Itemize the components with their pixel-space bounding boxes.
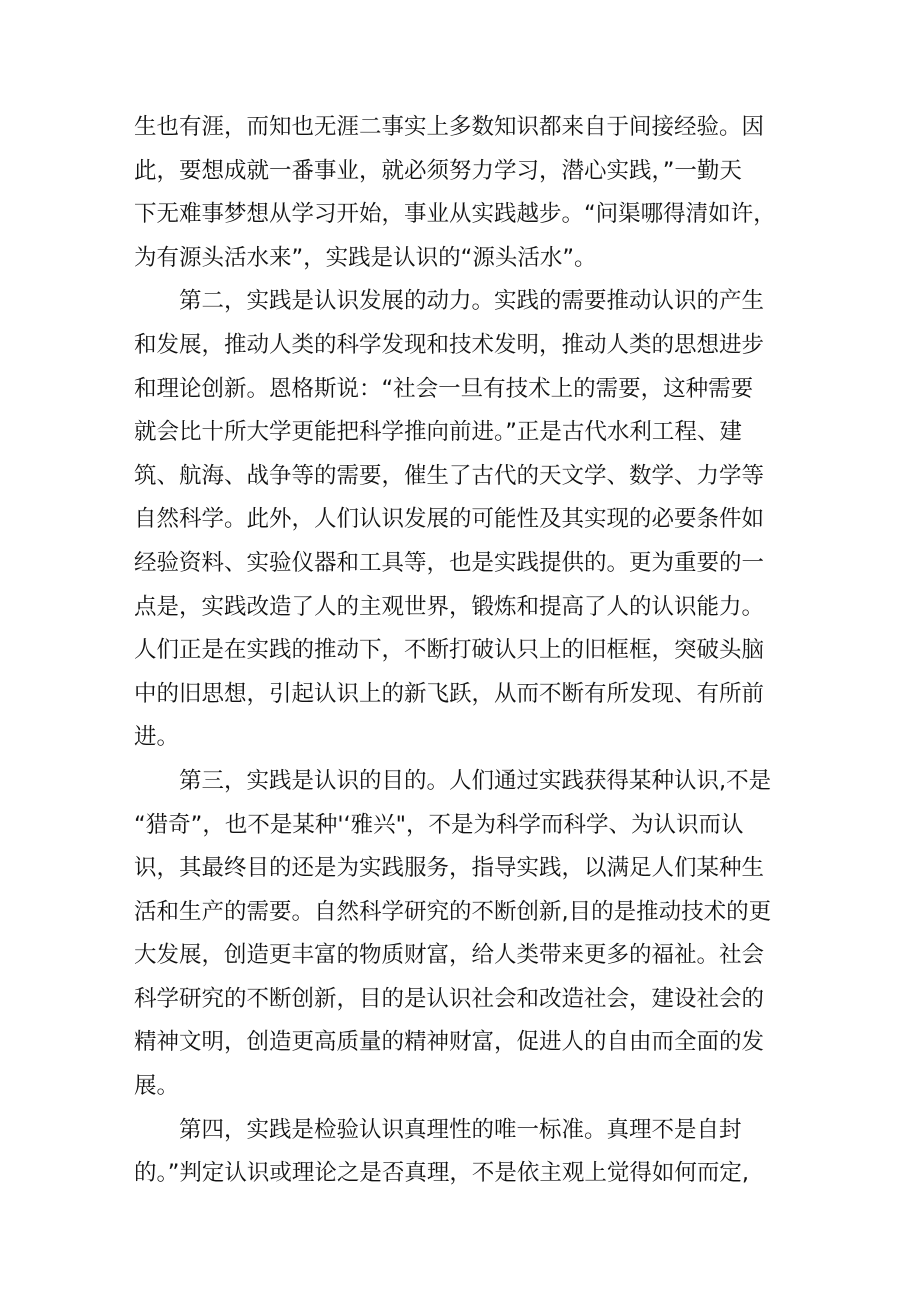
text-line: “猎奇”，也不是某种'‘雅兴"，不是为科学而科学、为认识而认	[134, 811, 744, 838]
text-line: 自然科学。此外，人们认识发展的可能性及其实现的必要条件如	[134, 506, 765, 533]
text-line: 的。”判定认识或理论之是否真理，不是依主观上觉得如何而定,	[134, 1160, 750, 1187]
text-line: 第四，实践是检验认识真理性的唯一标准。真理不是自封	[134, 1116, 742, 1143]
text-line: 下无难事梦想从学习开始，事业从实践越步。“问渠哪得清如许，	[134, 201, 776, 228]
text-line: 经验资料、实验仪器和工具等，也是实践提供的。更为重要的一	[134, 549, 765, 576]
text-line: 点是，实践改造了人的主观世界，锻炼和提高了人的认识能力。	[134, 593, 765, 620]
text-line: 和发展，推动人类的科学发现和技术发明，推动人类的思想进步	[134, 331, 765, 358]
paragraph-second-point	[134, 280, 794, 760]
text-line: 科学研究的不断创新，目的是认识社会和改造社会，建设社会的	[134, 985, 765, 1012]
text-line: 精神文明，创造更高质量的精神财富，促进人的自由而全面的发	[134, 1029, 765, 1056]
text-line: 生也有涯，而知也无涯二事实上多数知识都来自于间接经验。因	[134, 114, 765, 140]
text-line: 人们正是在实践的推动下，不断打破认只上的旧框框，突破头脑	[134, 637, 765, 664]
text-line: 第二，实践是认识发展的动力。实践的需要推动认识的产生	[134, 288, 765, 315]
text-line: 中的旧思想，引起认识上的新飞跃，从而不断有所发现、有所前	[134, 680, 765, 707]
paragraph-third-point	[134, 760, 794, 1109]
text-line: 为有源头活水来”，实践是认识的“源头活水”。	[134, 244, 597, 271]
text-line: 第三，实践是认识的目的。人们通过实践获得某种认识,不是	[134, 767, 772, 794]
text-line: 就会比十所大学更能把科学推向前进。”正是古代水利工程、建	[134, 419, 742, 446]
text-line: 筑、航海、战争等的需要，催生了古代的天文学、数学、力学等	[134, 462, 765, 489]
text-line: 进。	[134, 724, 180, 751]
text-line: 和理论创新。恩格斯说：“社会一旦有技术上的需要，这种需要	[134, 375, 754, 402]
body-text	[134, 106, 794, 1196]
text-line: 大发展，创造更丰富的物质财富，给人类带来更多的福祉。社会	[134, 942, 765, 969]
paragraph-fourth-point	[134, 1109, 794, 1196]
text-line: 此，要想成就一番事业，就必须努力学习，潜心实践，”一勤天	[134, 157, 742, 184]
text-line: 识，其最终目的还是为实践服务，指导实践，以满足人们某种生	[134, 855, 765, 882]
paragraph-intro-continuation	[134, 106, 794, 280]
text-line: 活和生产的需要。自然科学研究的不断创新,目的是推动技术的更	[134, 898, 772, 925]
text-line: 展。	[134, 1073, 180, 1100]
